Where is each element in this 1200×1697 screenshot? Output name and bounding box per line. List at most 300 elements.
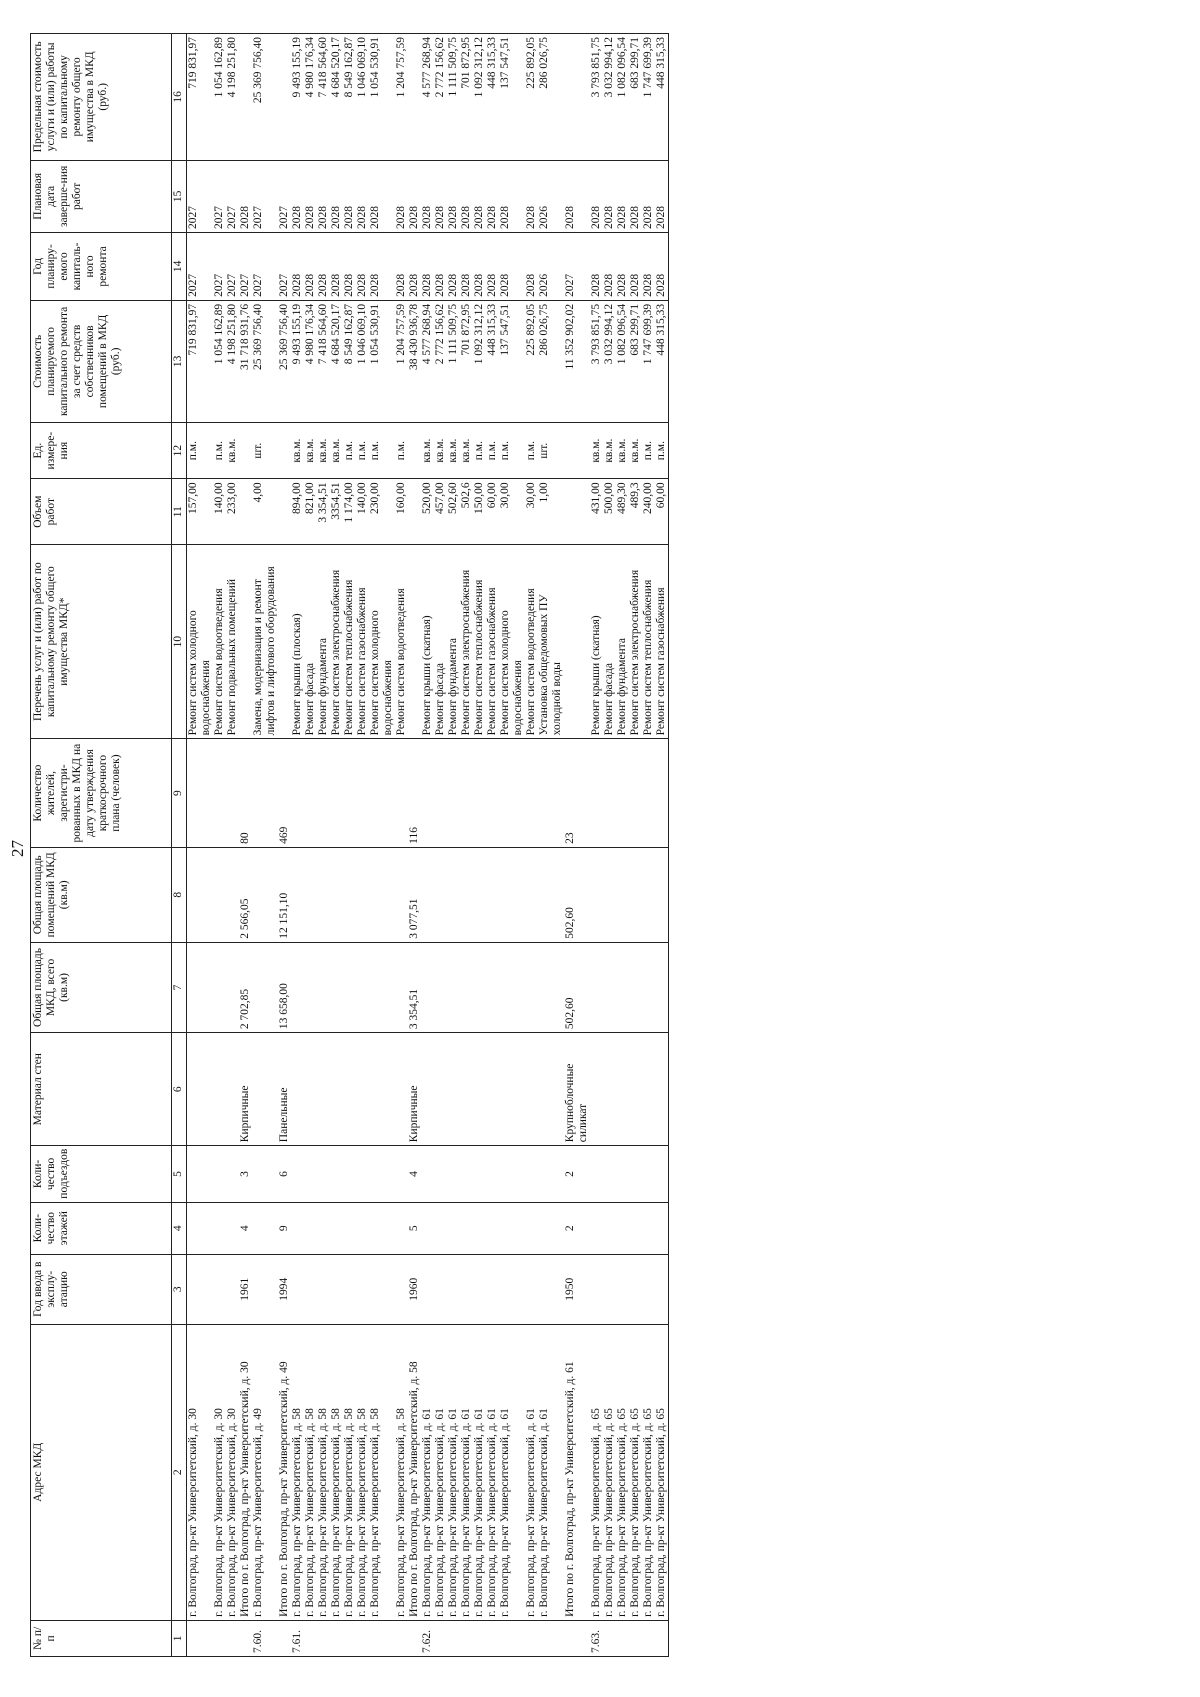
wall-material-cell bbox=[655, 1033, 669, 1146]
table-row bbox=[447, 34, 460, 1657]
total-area-cell bbox=[252, 942, 278, 1032]
column-header: Количество жителей, зарегистри-рованных в МКД на дату утверждения краткосрочного плана (человек) bbox=[31, 739, 172, 848]
total-area-cell bbox=[187, 942, 214, 1032]
planned-year-cell: 2028 bbox=[291, 233, 304, 301]
premises-area-cell bbox=[213, 847, 226, 942]
premises-area-cell bbox=[187, 847, 214, 942]
cost-cell: 137 547,51 bbox=[499, 300, 525, 422]
floors-cell bbox=[291, 1202, 304, 1254]
cost-cell: 1 082 096,54 bbox=[616, 300, 629, 422]
volume-cell bbox=[408, 479, 421, 545]
address-cell: г. Волгоград, пр-кт Университетский, д. 61 bbox=[499, 1324, 525, 1620]
wall-material-cell bbox=[616, 1033, 629, 1146]
limit-cost-cell: 683 299,71 bbox=[629, 34, 642, 161]
work-type-cell: Ремонт систем теплоснабжения bbox=[473, 544, 486, 738]
limit-cost-cell: 448 315,33 bbox=[486, 34, 499, 161]
work-type-cell: Ремонт подвальных помещений bbox=[226, 544, 239, 738]
floors-cell: 4 bbox=[239, 1202, 252, 1254]
volume-cell: 821,00 bbox=[304, 479, 317, 545]
column-number: 15 bbox=[172, 160, 187, 232]
volume-cell: 240,00 bbox=[642, 479, 655, 545]
planned-year-cell: 2028 bbox=[460, 233, 473, 301]
table-row bbox=[603, 34, 616, 1657]
premises-area-cell bbox=[395, 847, 408, 942]
column-header: Общая площадь помещений МКД (кв.м) bbox=[31, 847, 172, 942]
unit-cell: п.м. bbox=[395, 422, 408, 479]
volume-cell: 1,00 bbox=[538, 479, 564, 545]
end-date-cell: 2028 bbox=[564, 160, 590, 232]
wall-material-cell bbox=[226, 1033, 239, 1146]
row-number bbox=[655, 1620, 669, 1656]
column-number: 1 bbox=[172, 1620, 187, 1656]
unit-cell: кв.м. bbox=[590, 422, 603, 479]
column-number: 14 bbox=[172, 233, 187, 301]
work-type-cell: Ремонт фундамента bbox=[447, 544, 460, 738]
row-number bbox=[408, 1620, 421, 1656]
row-number bbox=[330, 1620, 343, 1656]
cost-cell: 31 718 931,76 bbox=[239, 300, 252, 422]
entrances-cell bbox=[304, 1146, 317, 1203]
year-cell bbox=[473, 1254, 486, 1324]
floors-cell bbox=[187, 1202, 214, 1254]
end-date-cell: 2028 bbox=[642, 160, 655, 232]
cost-cell: 683 299,71 bbox=[629, 300, 642, 422]
address-cell: г. Волгоград, пр-кт Университетский, д. 58 bbox=[317, 1324, 330, 1620]
premises-area-cell bbox=[291, 847, 304, 942]
limit-cost-cell: 1 092 312,12 bbox=[473, 34, 486, 161]
address-cell: г. Волгоград, пр-кт Университетский, д. 65 bbox=[629, 1324, 642, 1620]
end-date-cell: 2028 bbox=[473, 160, 486, 232]
cost-cell: 4 198 251,80 bbox=[226, 300, 239, 422]
wall-material-cell bbox=[317, 1033, 330, 1146]
residents-cell bbox=[499, 739, 525, 848]
floors-cell bbox=[343, 1202, 356, 1254]
cost-cell: 2 772 156,62 bbox=[434, 300, 447, 422]
address-cell: Итого по г. Волгоград, пр-кт Университетский, д. 49 bbox=[278, 1324, 291, 1620]
table-row bbox=[486, 34, 499, 1657]
wall-material-cell bbox=[304, 1033, 317, 1146]
wall-material-cell bbox=[330, 1033, 343, 1146]
end-date-cell: 2028 bbox=[356, 160, 369, 232]
cost-cell: 1 054 162,89 bbox=[213, 300, 226, 422]
row-number bbox=[304, 1620, 317, 1656]
row-number: 7.61. bbox=[291, 1620, 304, 1656]
entrances-cell bbox=[343, 1146, 356, 1203]
premises-area-cell: 2 566,05 bbox=[239, 847, 252, 942]
total-area-cell bbox=[317, 942, 330, 1032]
end-date-cell: 2028 bbox=[317, 160, 330, 232]
unit-cell: кв.м. bbox=[226, 422, 239, 479]
work-type-cell: Ремонт систем водоотведения bbox=[213, 544, 226, 738]
row-number bbox=[616, 1620, 629, 1656]
end-date-cell: 2028 bbox=[460, 160, 473, 232]
premises-area-cell bbox=[642, 847, 655, 942]
table-row bbox=[564, 34, 590, 1657]
end-date-cell: 2028 bbox=[629, 160, 642, 232]
planned-year-cell: 2027 bbox=[564, 233, 590, 301]
end-date-cell: 2028 bbox=[447, 160, 460, 232]
total-area-cell: 3 354,51 bbox=[408, 942, 421, 1032]
premises-area-cell bbox=[499, 847, 525, 942]
planned-year-cell: 2028 bbox=[421, 233, 434, 301]
column-header: Год ввода в эксплу-атацию bbox=[31, 1254, 172, 1324]
limit-cost-cell: 4 684 520,17 bbox=[330, 34, 343, 161]
cost-cell: 9 493 155,19 bbox=[291, 300, 304, 422]
column-header: Ед. измере-ния bbox=[31, 422, 172, 479]
end-date-cell: 2028 bbox=[304, 160, 317, 232]
unit-cell: п.м. bbox=[187, 422, 214, 479]
residents-cell bbox=[356, 739, 369, 848]
premises-area-cell bbox=[421, 847, 434, 942]
address-cell: г. Волгоград, пр-кт Университетский, д. 61 bbox=[460, 1324, 473, 1620]
unit-cell: п.м. bbox=[343, 422, 356, 479]
unit-cell: кв.м. bbox=[629, 422, 642, 479]
year-cell bbox=[447, 1254, 460, 1324]
work-type-cell: Замена, модернизация и ремонт лифтов и лифтового оборудования bbox=[252, 544, 278, 738]
table-row bbox=[317, 34, 330, 1657]
row-number bbox=[603, 1620, 616, 1656]
page-number: 27 bbox=[8, 840, 27, 857]
residents-cell bbox=[538, 739, 564, 848]
address-cell: г. Волгоград, пр-кт Университетский, д. 65 bbox=[616, 1324, 629, 1620]
volume-cell: 489,30 bbox=[616, 479, 629, 545]
residents-cell: 80 bbox=[239, 739, 252, 848]
residents-cell: 23 bbox=[564, 739, 590, 848]
table-row bbox=[408, 34, 421, 1657]
premises-area-cell bbox=[356, 847, 369, 942]
unit-cell bbox=[408, 422, 421, 479]
work-type-cell bbox=[564, 544, 590, 738]
planned-year-cell: 2026 bbox=[538, 233, 564, 301]
premises-area-cell bbox=[590, 847, 603, 942]
floors-cell bbox=[356, 1202, 369, 1254]
address-cell: г. Волгоград, пр-кт Университетский, д. 58 bbox=[356, 1324, 369, 1620]
row-number: 7.63. bbox=[590, 1620, 603, 1656]
premises-area-cell bbox=[447, 847, 460, 942]
planned-year-cell: 2028 bbox=[434, 233, 447, 301]
entrances-cell bbox=[330, 1146, 343, 1203]
unit-cell: кв.м. bbox=[616, 422, 629, 479]
wall-material-cell bbox=[343, 1033, 356, 1146]
premises-area-cell bbox=[525, 847, 538, 942]
entrances-cell: 3 bbox=[239, 1146, 252, 1203]
planned-year-cell: 2028 bbox=[486, 233, 499, 301]
table-row bbox=[278, 34, 291, 1657]
premises-area-cell bbox=[343, 847, 356, 942]
column-number: 7 bbox=[172, 942, 187, 1032]
residents-cell bbox=[473, 739, 486, 848]
year-cell bbox=[629, 1254, 642, 1324]
premises-area-cell bbox=[473, 847, 486, 942]
volume-cell bbox=[564, 479, 590, 545]
column-number: 9 bbox=[172, 739, 187, 848]
work-type-cell: Ремонт крыши (скатная) bbox=[421, 544, 434, 738]
entrances-cell bbox=[395, 1146, 408, 1203]
work-type-cell: Ремонт систем водоотведения bbox=[525, 544, 538, 738]
wall-material-cell bbox=[291, 1033, 304, 1146]
floors-cell bbox=[434, 1202, 447, 1254]
table-row bbox=[330, 34, 343, 1657]
floors-cell bbox=[395, 1202, 408, 1254]
floors-cell bbox=[460, 1202, 473, 1254]
row-number bbox=[343, 1620, 356, 1656]
year-cell bbox=[538, 1254, 564, 1324]
address-cell: г. Волгоград, пр-кт Университетский, д. 61 bbox=[473, 1324, 486, 1620]
table-row bbox=[499, 34, 525, 1657]
end-date-cell: 2028 bbox=[421, 160, 434, 232]
residents-cell bbox=[317, 739, 330, 848]
limit-cost-cell: 719 831,97 bbox=[187, 34, 214, 161]
work-type-cell: Ремонт систем электроснабжения bbox=[330, 544, 343, 738]
premises-area-cell bbox=[369, 847, 395, 942]
premises-area-cell bbox=[629, 847, 642, 942]
limit-cost-cell bbox=[278, 34, 291, 161]
work-type-cell: Ремонт фасада bbox=[304, 544, 317, 738]
cost-cell: 4 684 520,17 bbox=[330, 300, 343, 422]
floors-cell bbox=[213, 1202, 226, 1254]
table-row bbox=[642, 34, 655, 1657]
unit-cell: шт. bbox=[538, 422, 564, 479]
column-header: Объем работ bbox=[31, 479, 172, 545]
volume-cell: 502,6 bbox=[460, 479, 473, 545]
column-header: Адрес МКД bbox=[31, 1324, 172, 1620]
entrances-cell bbox=[642, 1146, 655, 1203]
table-row bbox=[590, 34, 603, 1657]
row-number bbox=[642, 1620, 655, 1656]
premises-area-cell bbox=[460, 847, 473, 942]
column-number: 5 bbox=[172, 1146, 187, 1203]
unit-cell: п.м. bbox=[486, 422, 499, 479]
unit-cell: п.м. bbox=[356, 422, 369, 479]
total-area-cell bbox=[616, 942, 629, 1032]
volume-cell: 233,00 bbox=[226, 479, 239, 545]
floors-cell bbox=[616, 1202, 629, 1254]
table-row bbox=[538, 34, 564, 1657]
entrances-cell: 2 bbox=[564, 1146, 590, 1203]
entrances-cell: 4 bbox=[408, 1146, 421, 1203]
unit-cell: кв.м. bbox=[304, 422, 317, 479]
work-type-cell: Ремонт фундамента bbox=[616, 544, 629, 738]
unit-cell: кв.м. bbox=[603, 422, 616, 479]
wall-material-cell bbox=[460, 1033, 473, 1146]
address-cell: г. Волгоград, пр-кт Университетский, д. 61 bbox=[447, 1324, 460, 1620]
residents-cell bbox=[642, 739, 655, 848]
limit-cost-cell: 225 892,05 bbox=[525, 34, 538, 161]
volume-cell bbox=[239, 479, 252, 545]
planned-year-cell: 2028 bbox=[343, 233, 356, 301]
year-cell bbox=[434, 1254, 447, 1324]
column-number: 3 bbox=[172, 1254, 187, 1324]
limit-cost-cell: 701 872,95 bbox=[460, 34, 473, 161]
entrances-cell bbox=[434, 1146, 447, 1203]
entrances-cell bbox=[590, 1146, 603, 1203]
column-number-row bbox=[172, 34, 187, 1657]
end-date-cell: 2028 bbox=[590, 160, 603, 232]
cost-cell: 25 369 756,40 bbox=[252, 300, 278, 422]
entrances-cell bbox=[616, 1146, 629, 1203]
work-type-cell: Ремонт фасада bbox=[434, 544, 447, 738]
total-area-cell bbox=[655, 942, 669, 1032]
limit-cost-cell: 1 054 162,89 bbox=[213, 34, 226, 161]
total-area-cell bbox=[304, 942, 317, 1032]
address-cell: г. Волгоград, пр-кт Университетский, д. 61 bbox=[525, 1324, 538, 1620]
column-number: 6 bbox=[172, 1033, 187, 1146]
cost-cell: 448 315,33 bbox=[486, 300, 499, 422]
limit-cost-cell: 3 793 851,75 bbox=[590, 34, 603, 161]
residents-cell bbox=[655, 739, 669, 848]
table-row bbox=[343, 34, 356, 1657]
cost-cell: 448 315,33 bbox=[655, 300, 669, 422]
planned-year-cell: 2027 bbox=[239, 233, 252, 301]
floors-cell: 5 bbox=[408, 1202, 421, 1254]
volume-cell: 30,00 bbox=[499, 479, 525, 545]
cost-cell: 8 549 162,87 bbox=[343, 300, 356, 422]
planned-year-cell: 2028 bbox=[655, 233, 669, 301]
address-cell: г. Волгоград, пр-кт Университетский, д. 61 bbox=[434, 1324, 447, 1620]
residents-cell bbox=[213, 739, 226, 848]
cost-cell: 1 111 509,75 bbox=[447, 300, 460, 422]
row-number bbox=[213, 1620, 226, 1656]
residents-cell bbox=[187, 739, 214, 848]
unit-cell: кв.м. bbox=[421, 422, 434, 479]
table-row bbox=[226, 34, 239, 1657]
residents-cell bbox=[421, 739, 434, 848]
wall-material-cell: Крупноблочные силикат bbox=[564, 1033, 590, 1146]
floors-cell bbox=[525, 1202, 538, 1254]
wall-material-cell bbox=[252, 1033, 278, 1146]
row-number bbox=[317, 1620, 330, 1656]
total-area-cell bbox=[447, 942, 460, 1032]
column-number: 8 bbox=[172, 847, 187, 942]
volume-cell: 60,00 bbox=[486, 479, 499, 545]
wall-material-cell: Кирпичные bbox=[239, 1033, 252, 1146]
volume-cell: 150,00 bbox=[473, 479, 486, 545]
entrances-cell bbox=[356, 1146, 369, 1203]
entrances-cell bbox=[187, 1146, 214, 1203]
unit-cell: кв.м. bbox=[317, 422, 330, 479]
floors-cell bbox=[421, 1202, 434, 1254]
total-area-cell bbox=[499, 942, 525, 1032]
work-type-cell: Ремонт крыши (скатная) bbox=[590, 544, 603, 738]
wall-material-cell bbox=[356, 1033, 369, 1146]
limit-cost-cell bbox=[564, 34, 590, 161]
column-header: Стоимость планируемого капитального ремонта за счет средств собственников помещений в МКД (руб.) bbox=[31, 300, 172, 422]
work-type-cell: Ремонт систем теплоснабжения bbox=[343, 544, 356, 738]
planned-year-cell: 2028 bbox=[629, 233, 642, 301]
year-cell bbox=[330, 1254, 343, 1324]
year-cell bbox=[642, 1254, 655, 1324]
wall-material-cell bbox=[590, 1033, 603, 1146]
wall-material-cell bbox=[499, 1033, 525, 1146]
planned-year-cell: 2028 bbox=[603, 233, 616, 301]
table-row bbox=[239, 34, 252, 1657]
premises-area-cell bbox=[304, 847, 317, 942]
year-cell bbox=[187, 1254, 214, 1324]
end-date-cell: 2027 bbox=[278, 160, 291, 232]
address-cell: г. Волгоград, пр-кт Университетский, д. 49 bbox=[252, 1324, 278, 1620]
floors-cell bbox=[330, 1202, 343, 1254]
limit-cost-cell: 4 577 268,94 bbox=[421, 34, 434, 161]
end-date-cell: 2028 bbox=[369, 160, 395, 232]
limit-cost-cell: 8 549 162,87 bbox=[343, 34, 356, 161]
cost-cell: 1 054 530,91 bbox=[369, 300, 395, 422]
column-header: Плановая дата заверше-ния работ bbox=[31, 160, 172, 232]
residents-cell bbox=[395, 739, 408, 848]
end-date-cell: 2028 bbox=[616, 160, 629, 232]
total-area-cell bbox=[590, 942, 603, 1032]
total-area-cell: 502,60 bbox=[564, 942, 590, 1032]
premises-area-cell bbox=[317, 847, 330, 942]
planned-year-cell: 2028 bbox=[447, 233, 460, 301]
end-date-cell: 2028 bbox=[499, 160, 525, 232]
limit-cost-cell: 1 747 699,39 bbox=[642, 34, 655, 161]
year-cell bbox=[486, 1254, 499, 1324]
address-cell: г. Волгоград, пр-кт Университетский, д. 58 bbox=[369, 1324, 395, 1620]
column-header: Предельная стоимость услуги и (или) работы по капитальному ремонту общего имущества в МКД (руб.) bbox=[31, 34, 172, 161]
residents-cell bbox=[447, 739, 460, 848]
table-row bbox=[629, 34, 642, 1657]
premises-area-cell: 3 077,51 bbox=[408, 847, 421, 942]
total-area-cell bbox=[421, 942, 434, 1032]
limit-cost-cell: 7 418 564,60 bbox=[317, 34, 330, 161]
address-cell: г. Волгоград, пр-кт Университетский, д. 65 bbox=[590, 1324, 603, 1620]
limit-cost-cell: 25 369 756,40 bbox=[252, 34, 278, 161]
unit-cell: п.м. bbox=[499, 422, 525, 479]
total-area-cell bbox=[486, 942, 499, 1032]
column-number: 13 bbox=[172, 300, 187, 422]
end-date-cell: 2027 bbox=[252, 160, 278, 232]
cost-cell: 286 026,75 bbox=[538, 300, 564, 422]
unit-cell: п.м. bbox=[525, 422, 538, 479]
address-cell: г. Волгоград, пр-кт Университетский, д. 30 bbox=[187, 1324, 214, 1620]
residents-cell: 116 bbox=[408, 739, 421, 848]
work-type-cell: Ремонт систем газоснабжения bbox=[356, 544, 369, 738]
floors-cell bbox=[629, 1202, 642, 1254]
cost-cell: 38 430 936,78 bbox=[408, 300, 421, 422]
column-number: 10 bbox=[172, 544, 187, 738]
year-cell bbox=[226, 1254, 239, 1324]
row-number bbox=[187, 1620, 214, 1656]
row-number bbox=[629, 1620, 642, 1656]
entrances-cell bbox=[473, 1146, 486, 1203]
total-area-cell bbox=[629, 942, 642, 1032]
planned-year-cell: 2028 bbox=[317, 233, 330, 301]
end-date-cell: 2028 bbox=[486, 160, 499, 232]
premises-area-cell bbox=[538, 847, 564, 942]
floors-cell: 9 bbox=[278, 1202, 291, 1254]
work-type-cell bbox=[408, 544, 421, 738]
year-cell bbox=[343, 1254, 356, 1324]
address-cell: Итого по г. Волгоград, пр-кт Университетский, д. 58 bbox=[408, 1324, 421, 1620]
unit-cell: п.м. bbox=[213, 422, 226, 479]
total-area-cell bbox=[473, 942, 486, 1032]
total-area-cell bbox=[213, 942, 226, 1032]
premises-area-cell bbox=[226, 847, 239, 942]
volume-cell: 520,00 bbox=[421, 479, 434, 545]
planned-year-cell: 2028 bbox=[525, 233, 538, 301]
residents-cell bbox=[460, 739, 473, 848]
entrances-cell bbox=[369, 1146, 395, 1203]
end-date-cell: 2028 bbox=[291, 160, 304, 232]
entrances-cell bbox=[421, 1146, 434, 1203]
residents-cell bbox=[486, 739, 499, 848]
residents-cell: 469 bbox=[278, 739, 291, 848]
wall-material-cell bbox=[369, 1033, 395, 1146]
total-area-cell bbox=[356, 942, 369, 1032]
entrances-cell bbox=[226, 1146, 239, 1203]
entrances-cell bbox=[252, 1146, 278, 1203]
row-number bbox=[538, 1620, 564, 1656]
